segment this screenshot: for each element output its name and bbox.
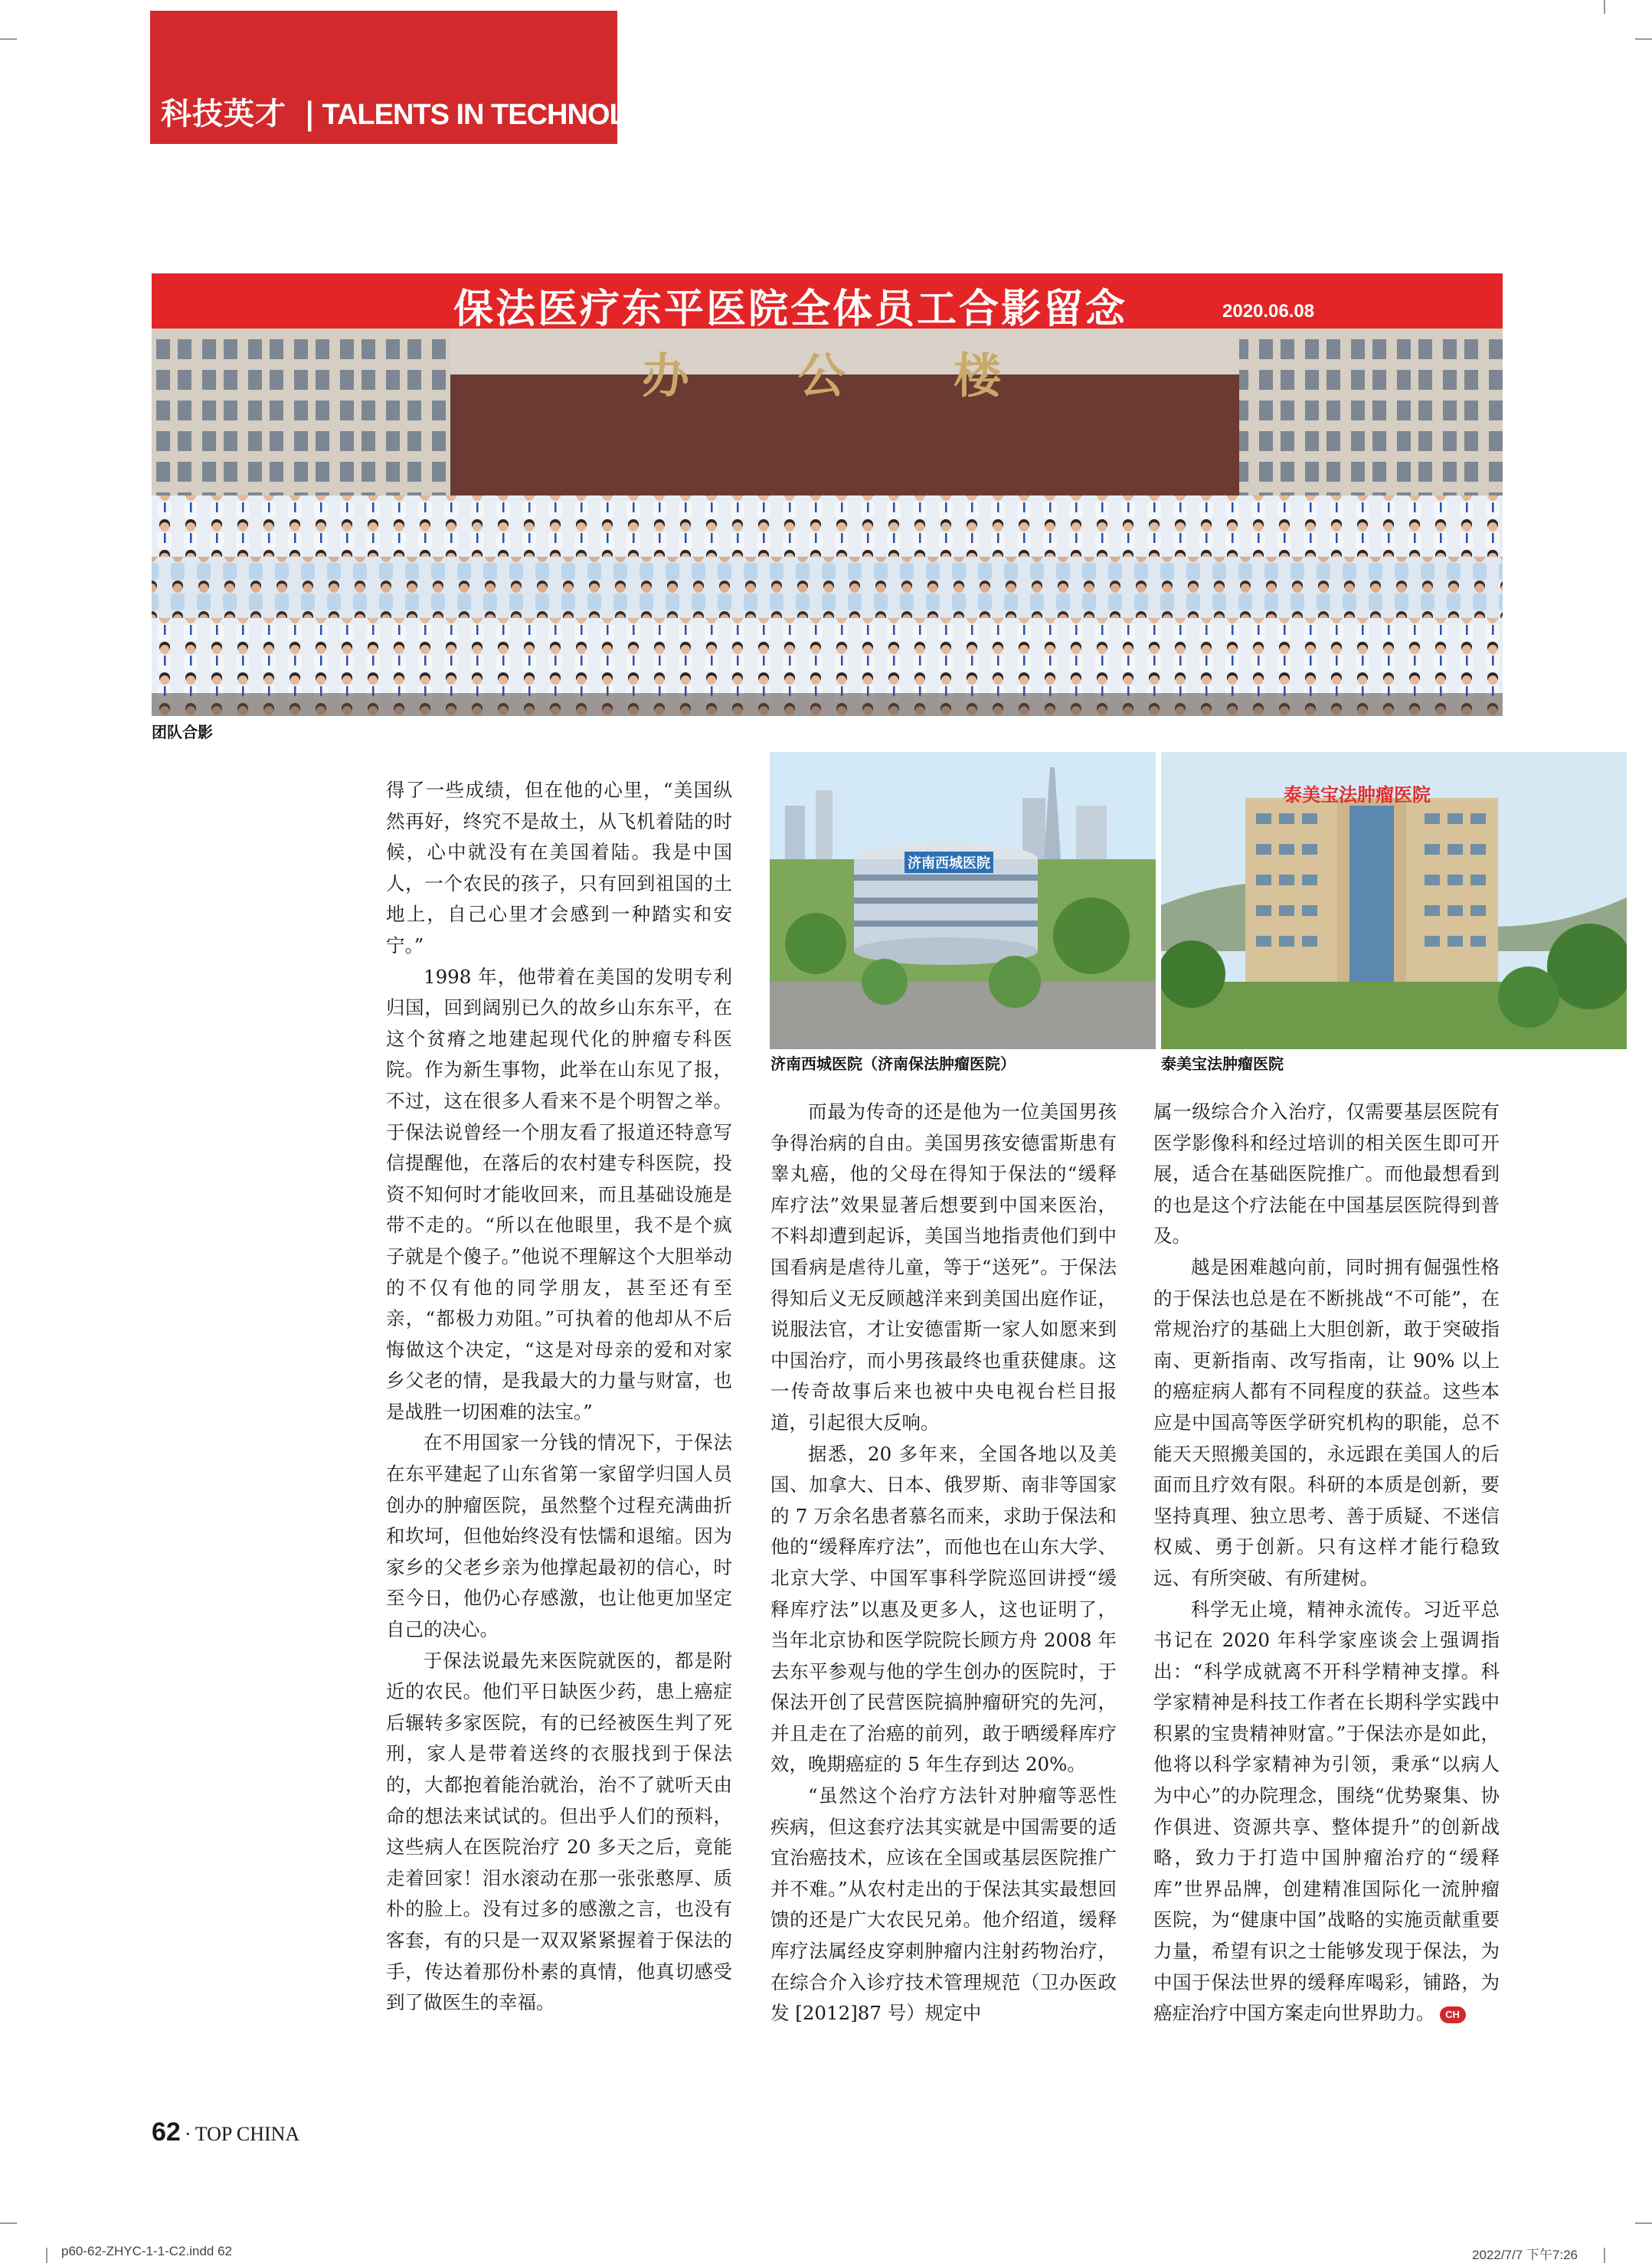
hospital-caption-taimei: 泰美宝法肿瘤医院 [1161,1055,1284,1073]
group-photo [152,273,1503,716]
crop-mark [1604,0,1605,14]
hospital-sign-jinan: 济南西城医院 [905,852,993,873]
end-mark-icon: CH [1440,2006,1466,2023]
paragraph: 而最为传奇的还是他为一位美国男孩争得治病的自由。美国男孩安德雷斯患有睾丸癌，他的父母在得知于保法的“缓释库疗法”效果显著后想要到中国来医治，不料却遭到起诉，美国当地指责他们到中国看病是虐待儿童，等于“送死”。于保法得知后义无反顾越洋来到美国出庭作证，说服法官，才让安德雷斯一家人如愿来到中国治疗，而小男孩最终也重获健康。这一传奇故事后来也被中央电视台栏目报道，引起很大反响。 [770,1100,1117,1434]
crop-mark [46,2248,47,2263]
slug-date: 2022/7/7 下午7:26 [1472,2248,1578,2262]
article-column-2 [770,1097,1117,2029]
slug-file: p60-62-ZHYC-1-1-C2.indd 62 [61,2244,232,2258]
crop-mark [0,2222,17,2224]
paragraph [1153,1594,1500,2029]
paragraph: 属一级综合介入治疗，仅需要基层医院有医学影像科和经过培训的相关医生即可开展，适合在基础医院推广。而他最想看到的也是这个疗法能在中国基层医院得到普及。 [1153,1100,1500,1248]
paragraph: 在不用国家一分钱的情况下，于保法在东平建起了山东省第一家留学归国人员创办的肿瘤医院，虽然整个过程充满曲折和坎坷，但他始终没有怯懦和退缩。因为家乡的父老乡亲为他撑起最初的信心，时至今日，他仍心存感激，也让他更加坚定自己的决心。 [386,1431,732,1641]
page-footer [152,2117,299,2147]
photo-banner [152,273,1503,332]
paragraph: 1998 年，他带着在美国的发明专利归国，回到阔别已久的故乡山东东平，在这个贫瘠之地建起现代化的肿瘤专科医院。作为新生事物，此举在山东见了报，不过，这在很多人看来不是个明智之举。于保法说曾经一个朋友看了报道还特意写信提醒他，在落后的农村建专科医院，投资不知何时才能收回来，而且基础设施是带不走的。“所以在他眼里，我不是个疯子就是个傻子。”他说不理解这个大胆举动的不仅有他的同学朋友，甚至还有至亲，“都极力劝阻。”可执着的他却从不后悔做这个决定，“这是对母亲的爱和对家乡父老的情，是我最大的力量与财富，也是战胜一切困难的法宝。” [386,965,732,1423]
hospital-sign-taimei: 泰美宝法肿瘤医院 [1284,784,1431,806]
building-sign: 办 公 楼 [642,348,1048,404]
photo-banner-date: 2020.06.08 [1222,301,1315,322]
section-header [150,11,689,144]
group-photo-caption: 团队合影 [152,723,213,741]
hospital-photo-jinan [770,752,1156,1049]
hospital-photo-taimei [1161,752,1627,1049]
magazine-name: TOP CHINA [195,2123,300,2145]
article-column-1 [386,775,732,2019]
crop-mark [0,38,17,40]
crop-mark [1635,2222,1652,2224]
crop-mark [1635,38,1652,40]
paragraph: 据悉，20 多年来，全国各地以及美国、加拿大、日本、俄罗斯、南非等国家的 7 万余名患者慕名而来，求助于保法和他的“缓释库疗法”，而他也在山东大学、北京大学、中国军事科学院巡回讲授“缓释库疗法”以惠及更多人，这也证明了，当年北京协和医学院院长顾方舟 2008 年去东平参观与他的学生创办的医院时，于保法开创了民营医院搞肿瘤研究的先河，并且走在了治癌的前列，敢于晒缓释库疗效，晚期癌症的 5 年生存到达 20%。 [770,1442,1117,1776]
hospital-caption-jinan: 济南西城医院（济南保法肿瘤医院） [770,1055,1016,1073]
hospital-photo-jinan-illustration [770,752,1156,1049]
paragraph: 得了一些成绩，但在他的心里，“美国纵然再好，终究不是故土，从飞机着陆的时候，心中就没有在美国着陆。我是中国人，一个农民的孩子，只有回到祖国的土地上，自己心里才会感到一种踏实和安宁。” [386,779,732,957]
article-column-3 [1153,1097,1500,2029]
photo-banner-title: 保法医疗东平医院全体员工合影留念 [453,286,1128,332]
paragraph: “虽然这个治疗方法针对肿瘤等恶性疾病，但这套疗法其实就是中国需要的适宜治癌技术，应该在全国或基层医院推广并不难。”从农村走出的于保法其实最想回馈的还是广大农民兄弟。他介绍道，缓释库疗法属经皮穿刺肿瘤内注射药物治疗，在综合介入诊疗技术管理规范（卫办医政发 [2012]87 号）规定中 [770,1784,1117,2025]
section-title-en: TALENTS IN TECHNOLOGY [322,99,689,131]
section-separator: | [303,96,316,132]
page-number: 62 [152,2117,181,2147]
paragraph-text: 科学无止境，精神永流传。习近平总书记在 2020 年科学家座谈会上强调指出：“科学成就离不开科学精神支撑。科学家精神是科技工作者在长期科学实践中积累的宝贵精神财富。”于保法亦是如此，他将以科学家精神为引领，秉承“以病人为中心”的办院理念，围绕“优势聚集、协作俱进、资源共享、整体提升”的创新战略，致力于打造中国肿瘤治疗的“缓释库”世界品牌，创建精准国际化一流肿瘤医院，为“健康中国”战略的实施贡献重要力量，希望有识之士能够发现于保法，为中国于保法世界的缓释库喝彩，铺路，为癌症治疗中国方案走向世界助力。 [1153,1598,1500,2025]
paragraph: 于保法说最先来医院就医的，都是附近的农民。他们平日缺医少药，患上癌症后辗转多家医院，有的已经被医生判了死刑，家人是带着送终的衣服找到于保法的，大都抱着能治就治，治不了就听天由命的想法来试试的。但出乎人们的预料，这些病人在医院治疗 20 多天之后，竟能走着回家！泪水滚动在那一张张憨厚、质朴的脸上。没有过多的感激之言，也没有客套，有的只是一双双紧紧握着于保法的手，传达着那份朴素的真情，他真切感受到了做医生的幸福。 [386,1649,732,2014]
section-title-cn: 科技英才 [161,96,286,132]
paragraph: 越是困难越向前，同时拥有倔强性格的于保法也总是在不断挑战“不可能”，在常规治疗的基础上大胆创新，敢于突破指南、更新指南、改写指南，让 90% 以上的癌症病人都有不同程度的获益。这些本应是中国高等医学研究机构的职能，总不能天天照搬美国的，永远跟在美国人的后面而且疗效有限。科研的本质是创新，要坚持真理、独立思考、善于质疑、不迷信权威、勇于创新。只有这样才能行稳致远、有所突破、有所建树。 [1153,1255,1500,1589]
crop-mark [1604,2248,1605,2263]
footer-dot: · [184,2123,191,2145]
